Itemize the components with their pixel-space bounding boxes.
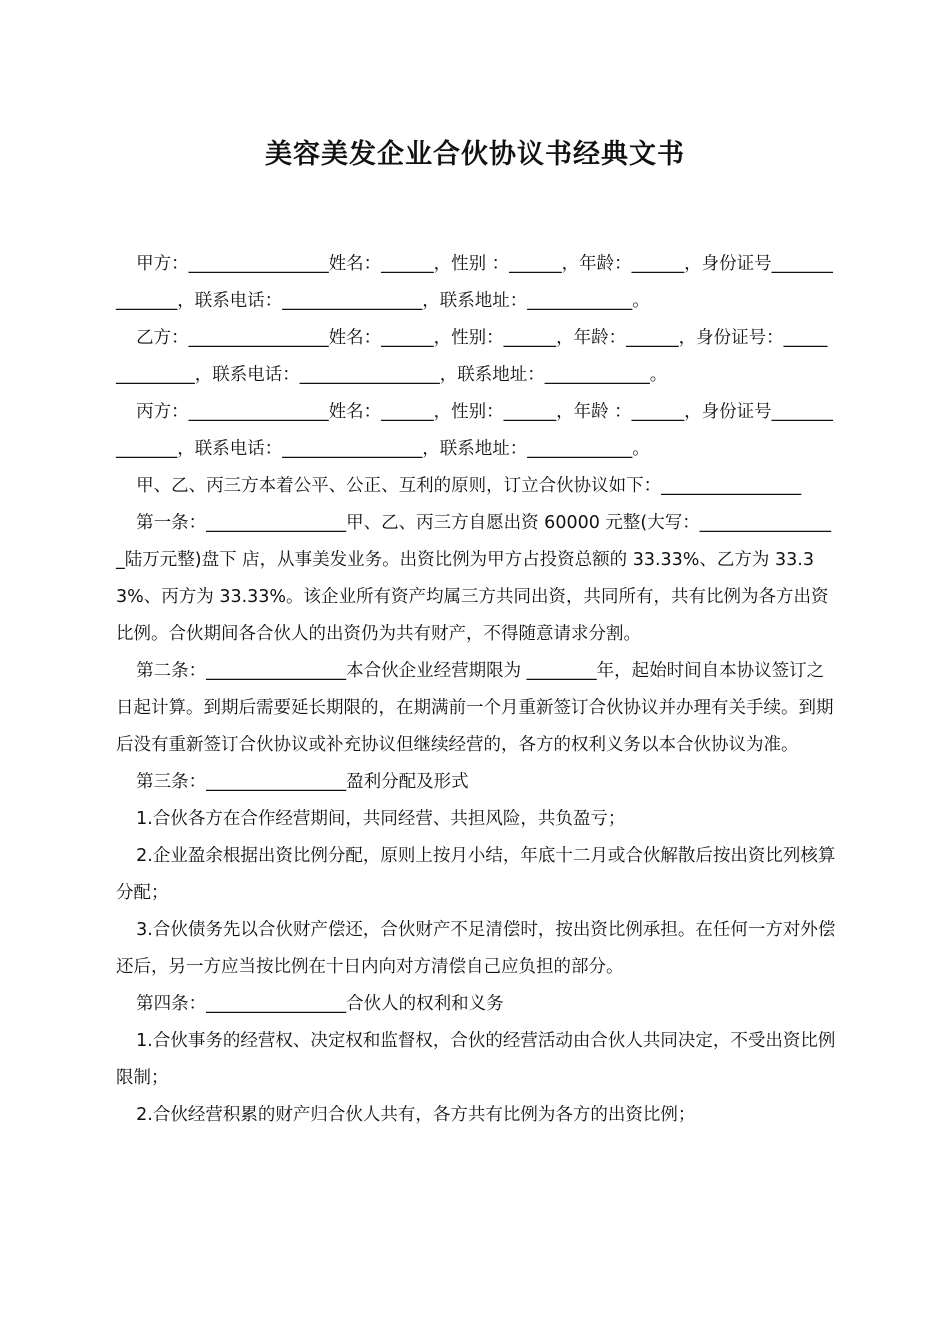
paragraph-preamble: 甲、乙、丙三方本着公平、公正、互利的原则，订立合伙协议如下：________________ bbox=[136, 476, 802, 496]
paragraph-article-3-item-1: 1.合伙各方在合作经营期间，共同经营、共担风险，共负盈亏； bbox=[136, 809, 626, 829]
paragraph-article-2: 第二条：________________本合伙企业经营期限为 ________年，起始时间自本协议签订之日起计算。到期后需要延长期限的，在期满前一个月重新签订合伙协议并办理有关手续。到期后没有重新签订合伙协议或补充协议但继续经营的，各方的权利义务以本合伙协议为准。 bbox=[116, 661, 834, 755]
document-title: 美容美发企业合伙协议书经典文书 bbox=[265, 139, 685, 170]
paragraph-article-4: 第四条：________________合伙人的权利和义务 bbox=[136, 994, 504, 1014]
paragraph-party-c: 丙方：________________姓名：______，性别：______，年龄 ：______，身份证号______________，联系电话：________________，联系地址：____________。 bbox=[116, 402, 833, 459]
paragraph-article-3: 第三条：________________盈利分配及形式 bbox=[136, 772, 469, 792]
document-body bbox=[116, 246, 836, 1134]
paragraph-article-3-item-2: 2.企业盈余根据出资比例分配，原则上按月小结，年底十二月或合伙解散后按出资比列核算分配； bbox=[116, 846, 836, 903]
paragraph-party-a: 甲方：________________姓名：______，性别 ：______，年龄：______，身份证号______________，联系电话：________________，联系地址：____________。 bbox=[116, 254, 833, 311]
paragraph-article-4-item-1: 1.合伙事务的经营权、决定权和监督权，合伙的经营活动由合伙人共同决定，不受出资比例限制； bbox=[116, 1031, 836, 1088]
paragraph-party-b: 乙方：________________姓名：______，性别：______，年龄：______，身份证号：______________，联系电话：________________，联系地址：____________。 bbox=[116, 328, 828, 385]
paragraph-article-4-item-2: 2.合伙经营积累的财产归合伙人共有，各方共有比例为各方的出资比例； bbox=[136, 1105, 696, 1125]
paragraph-article-3-item-3: 3.合伙债务先以合伙财产偿还，合伙财产不足清偿时，按出资比例承担。在任何一方对外偿还后，另一方应当按比例在十日内向对方清偿自己应负担的部分。 bbox=[116, 920, 836, 977]
paragraph-article-1: 第一条：________________甲、乙、丙三方自愿出资 60000 元整(大写：________________陆万元整)盘下 店，从事美发业务。出资比例为甲方占投资总额的 33.33%、乙方为 33.33%、丙方为 33.33%。该企业所有资产均属三方共同出资，共同所有，共有比例为各方出资比例。合伙期间各合伙人的出资仍为共有财产，不得随意请求分割。 bbox=[116, 513, 831, 644]
